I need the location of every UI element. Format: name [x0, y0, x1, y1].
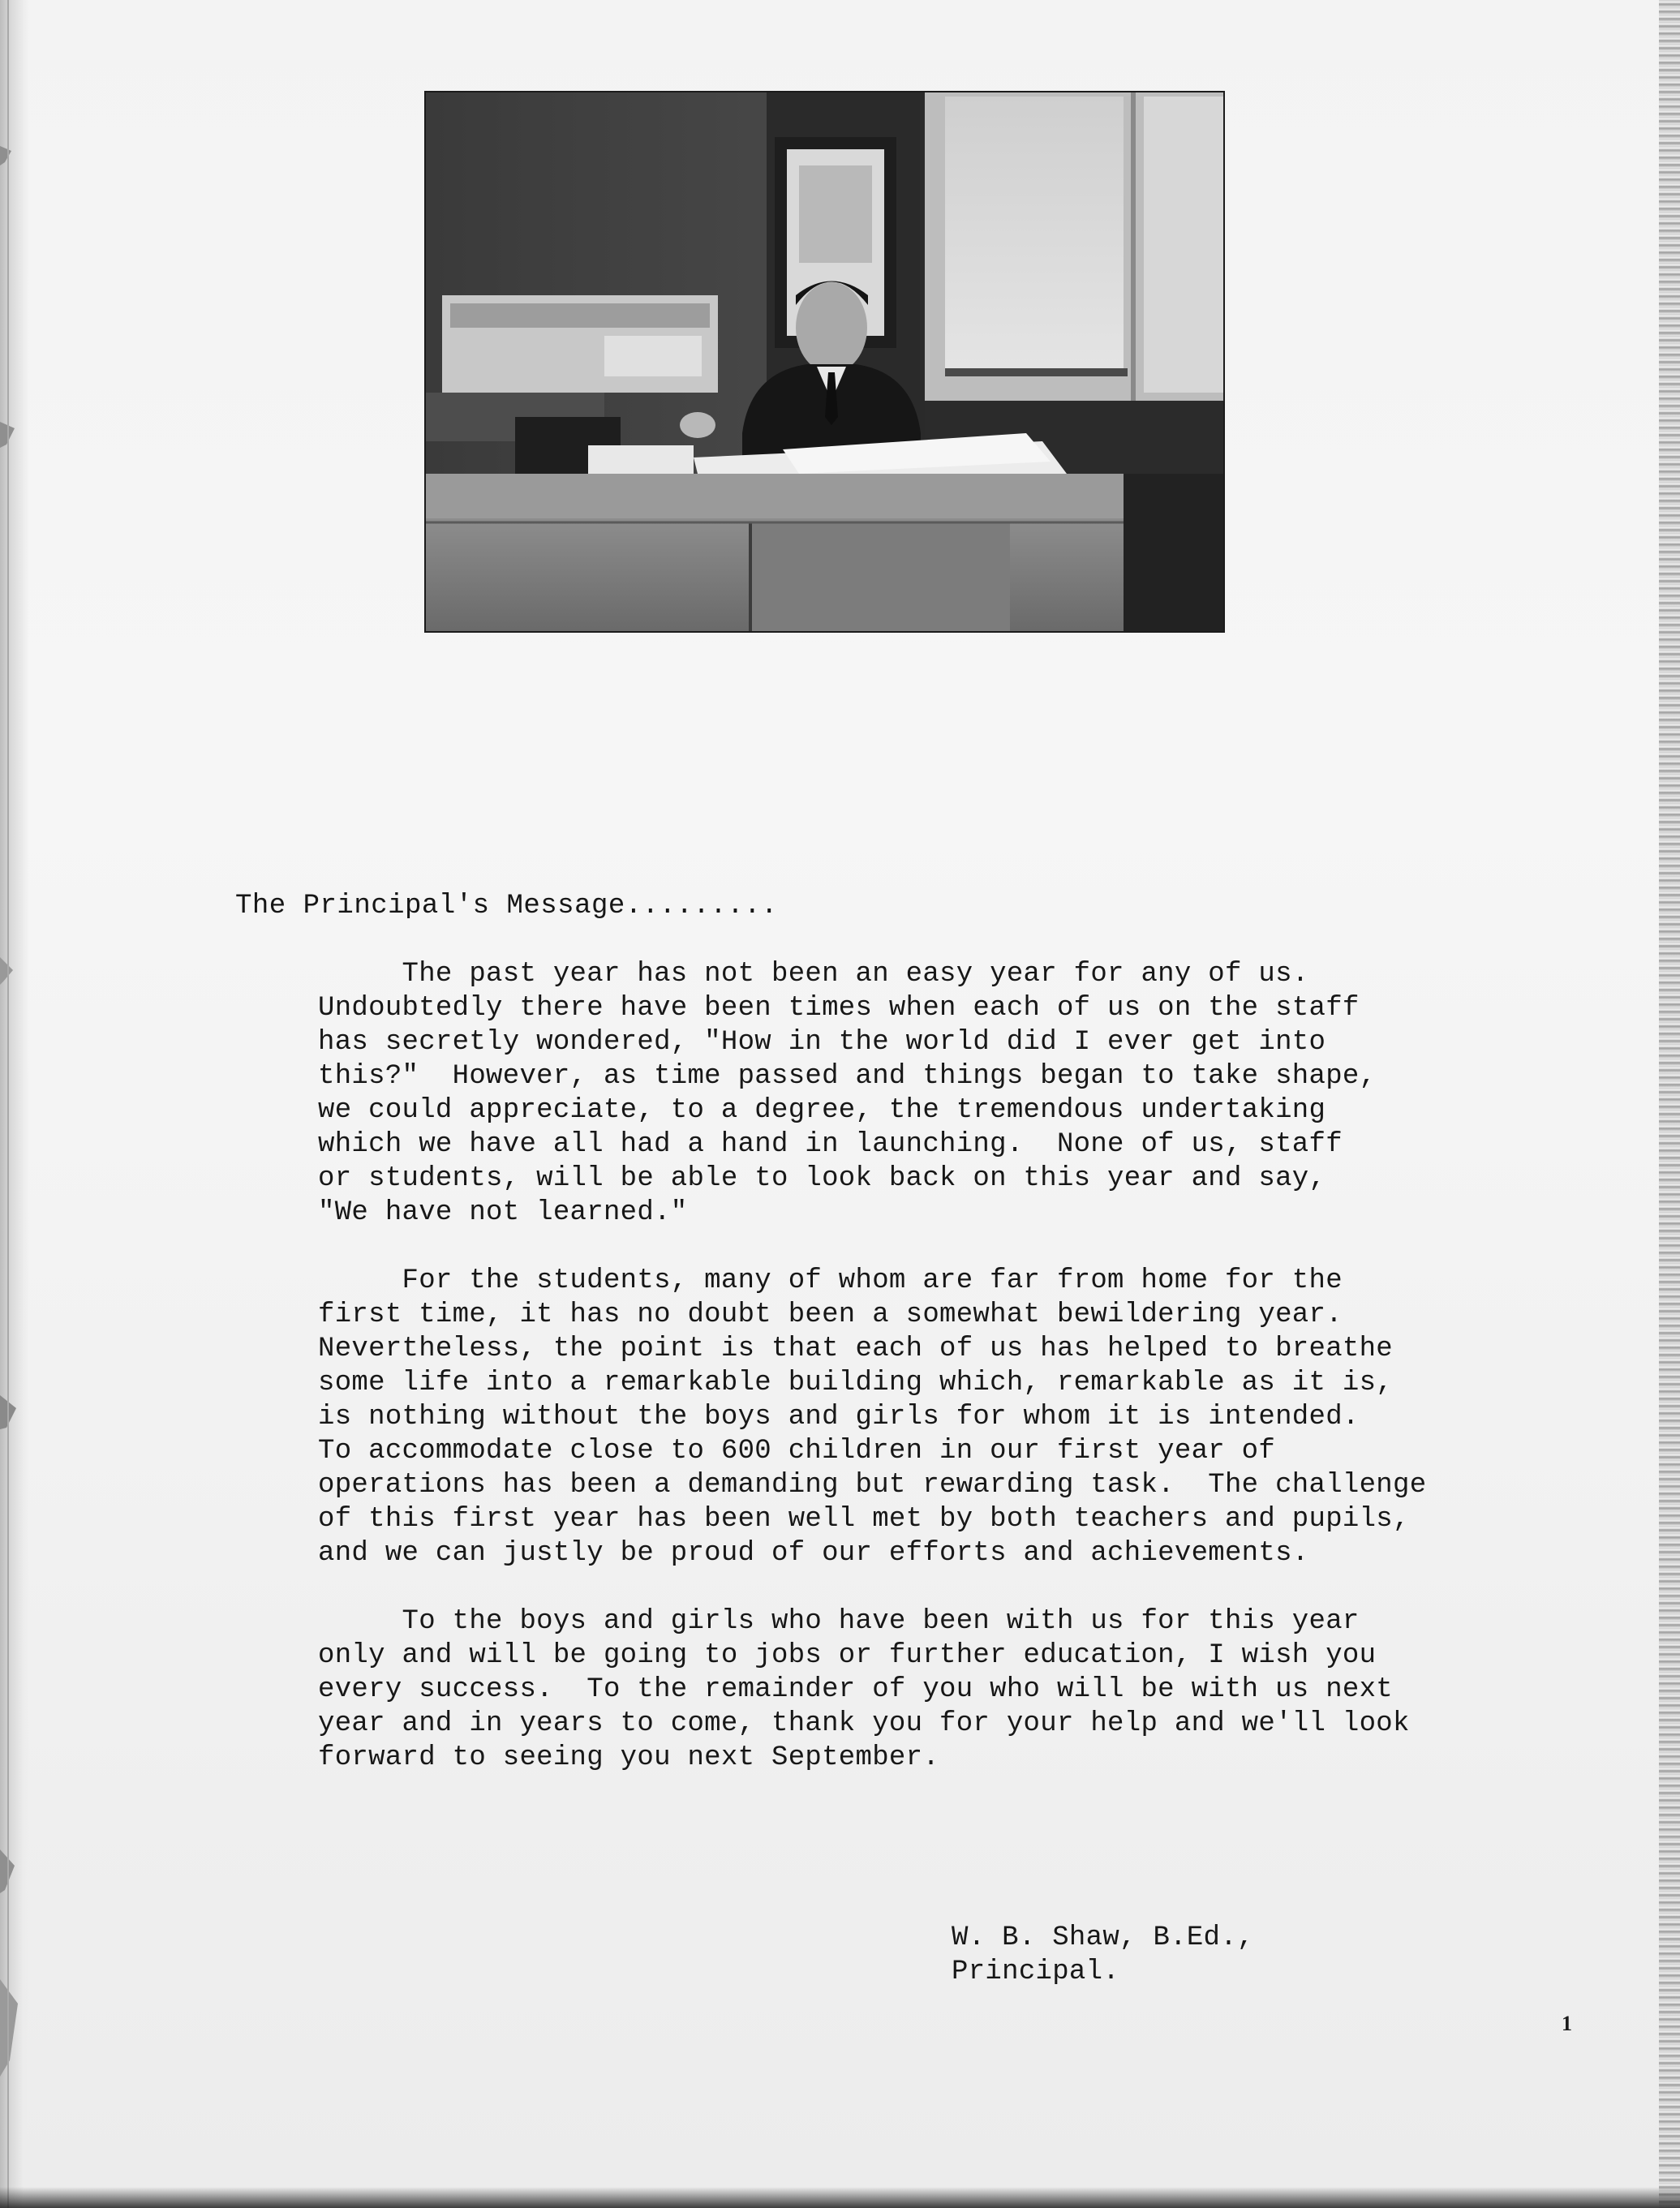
text-line: is nothing without the boys and girls for whom it is intended. — [318, 1402, 1360, 1433]
text-line: To accommodate close to 600 children in our first year of — [318, 1436, 1276, 1467]
text-line: "We have not learned." — [318, 1197, 688, 1228]
page-stack-edge — [1659, 0, 1680, 2208]
text-line: year and in years to come, thank you for your help and we'll look — [318, 1708, 1410, 1739]
text-line: To the boys and girls who have been with us for this year — [318, 1606, 1360, 1637]
text-line: forward to seeing you next September. — [318, 1742, 940, 1773]
text-line: Nevertheless, the point is that each of us has helped to breathe — [318, 1334, 1394, 1364]
text-line: some life into a remarkable building which, remarkable as it is, — [318, 1368, 1394, 1398]
photo-principal-at-desk-icon — [426, 92, 1223, 631]
signature-title: Principal. — [952, 1957, 1120, 1987]
signature-block — [952, 1921, 1254, 1989]
text-line: first time, it has no doubt been a somewhat bewildering year. — [318, 1299, 1343, 1330]
text-line: only and will be going to jobs or further education, I wish you — [318, 1640, 1377, 1671]
signature-name: W. B. Shaw, B.Ed., — [952, 1922, 1254, 1953]
text-line: which we have all had a hand in launching. None of us, staff — [318, 1129, 1343, 1160]
text-line: this?" However, as time passed and things began to take shape, — [318, 1061, 1377, 1092]
text-line: and we can justly be proud of our efforts and achievements. — [318, 1538, 1309, 1569]
page-number: 1 — [1562, 2012, 1572, 2035]
principal-photo — [424, 91, 1225, 633]
text-line: we could appreciate, to a degree, the tremendous undertaking — [318, 1095, 1326, 1126]
message-heading: The Principal's Message......... — [235, 891, 778, 921]
message-body — [318, 957, 1437, 1809]
text-line: of this first year has been well met by both teachers and pupils, — [318, 1504, 1410, 1535]
paragraph-1 — [318, 957, 1437, 1230]
text-line: operations has been a demanding but rewarding task. The challenge — [318, 1470, 1427, 1501]
bottom-edge-shadow — [0, 2187, 1680, 2208]
text-line: The past year has not been an easy year for any of us. — [318, 959, 1309, 990]
text-line: or students, will be able to look back on this year and say, — [318, 1163, 1326, 1194]
text-line: Undoubtedly there have been times when each of us on the staff — [318, 993, 1360, 1024]
text-line: every success. To the remainder of you who will be with us next — [318, 1674, 1394, 1705]
text-line: has secretly wondered, "How in the world did I ever get into — [318, 1027, 1326, 1058]
text-line: For the students, many of whom are far from home for the — [318, 1265, 1343, 1296]
binding-tears — [0, 0, 29, 2208]
paragraph-3 — [318, 1604, 1437, 1775]
paragraph-2 — [318, 1264, 1437, 1570]
